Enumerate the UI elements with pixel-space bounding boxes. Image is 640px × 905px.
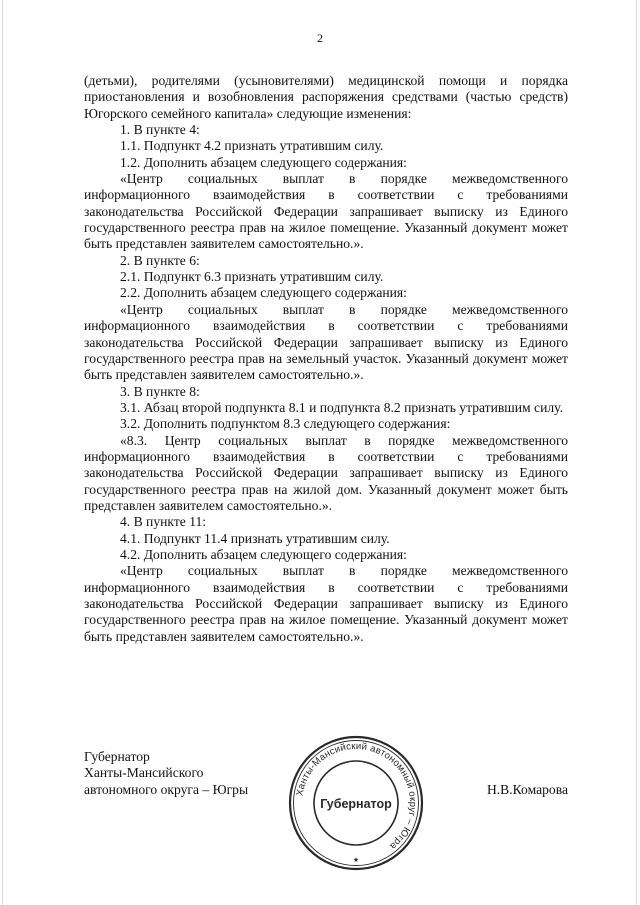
paragraph: «Центр социальных выплат в порядке межведомственного информационного взаимодействия в соответствии с требованиями законодательства Российской Федерации запрашивает выписку из Единого государственного реестра прав на жилое помещение. Указанный документ может быть представлен заявителем самостоятельно.».	[84, 563, 568, 644]
star-icon: ★	[352, 856, 360, 864]
seal-graphic	[285, 732, 427, 874]
seal-ring-text: Ханты-Мансийский автономный округ – Югра	[294, 740, 419, 852]
paragraph: «Центр социальных выплат в порядке межведомственного информационного взаимодействия в соответствии с требованиями законодательства Российской Федерации запрашивает выписку из Единого государственного реестра прав на жилое помещение. Указанный документ может быть представлен заявителем самостоятельно.».	[84, 171, 568, 252]
signatory-title-line: Ханты-Мансийского	[84, 765, 204, 781]
scan-edge-left	[2, 0, 3, 905]
seal-center-text: Губернатор	[320, 797, 392, 811]
signatory-title-line: автономного округа – Югры	[84, 781, 249, 797]
paragraph: 2.2. Дополнить абзацем следующего содержания:	[120, 285, 407, 301]
paragraph: 1.2. Дополнить абзацем следующего содержания:	[120, 154, 407, 170]
paragraph: 3.1. Абзац второй подпункта 8.1 и подпункта 8.2 признать утратившим силу.	[120, 399, 563, 415]
paragraph: 2. В пункте 6:	[120, 252, 200, 268]
signatory-name: Н.В.Комарова	[486, 781, 568, 797]
paragraph: «8.3. Центр социальных выплат в порядке межведомственного информационного взаимодействия в соответствии с требованиями законодательства Российской Федерации запрашивает выписку из Единого государственного реестра прав на жилой дом. Указанный документ может быть представлен заявителем самостоятельно.».	[84, 432, 568, 513]
paragraph: 1.1. Подпункт 4.2 признать утратившим силу.	[120, 138, 384, 154]
paragraph: «Центр социальных выплат в порядке межведомственного информационного взаимодействия в соответствии с требованиями законодательства Российской Федерации запрашивает выписку из Единого государственного реестра прав на земельный участок. Указанный документ может быть представлен заявителем самостоятельно.».	[84, 301, 568, 383]
signatory-title-line: Губернатор	[84, 749, 150, 764]
paragraph-intro: (детьми), родителями (усыновителями) медицинской помощи и порядка приостановления и возобновления распоряжения средствами (частью средств) Югорского семейного капитала» следующие изменения:	[84, 73, 568, 121]
official-seal-stamp	[285, 732, 427, 874]
paragraph: 4. В пункте 11:	[120, 514, 207, 530]
paragraph: 2.1. Подпункт 6.3 признать утратившим силу.	[120, 269, 384, 285]
document-body	[84, 73, 568, 645]
signatory-title	[84, 749, 248, 798]
paragraph: 1. В пункте 4:	[120, 122, 200, 138]
paragraph: 3. В пункте 8:	[120, 383, 200, 399]
paragraph: 4.2. Дополнить абзацем следующего содержания:	[120, 546, 407, 562]
paragraph: 4.1. Подпункт 11.4 признать утратившим силу.	[120, 530, 390, 546]
scan-edge-right	[636, 0, 637, 905]
page-number: 2	[317, 31, 323, 45]
paragraph: 3.2. Дополнить подпунктом 8.3 следующего содержания:	[120, 416, 451, 432]
